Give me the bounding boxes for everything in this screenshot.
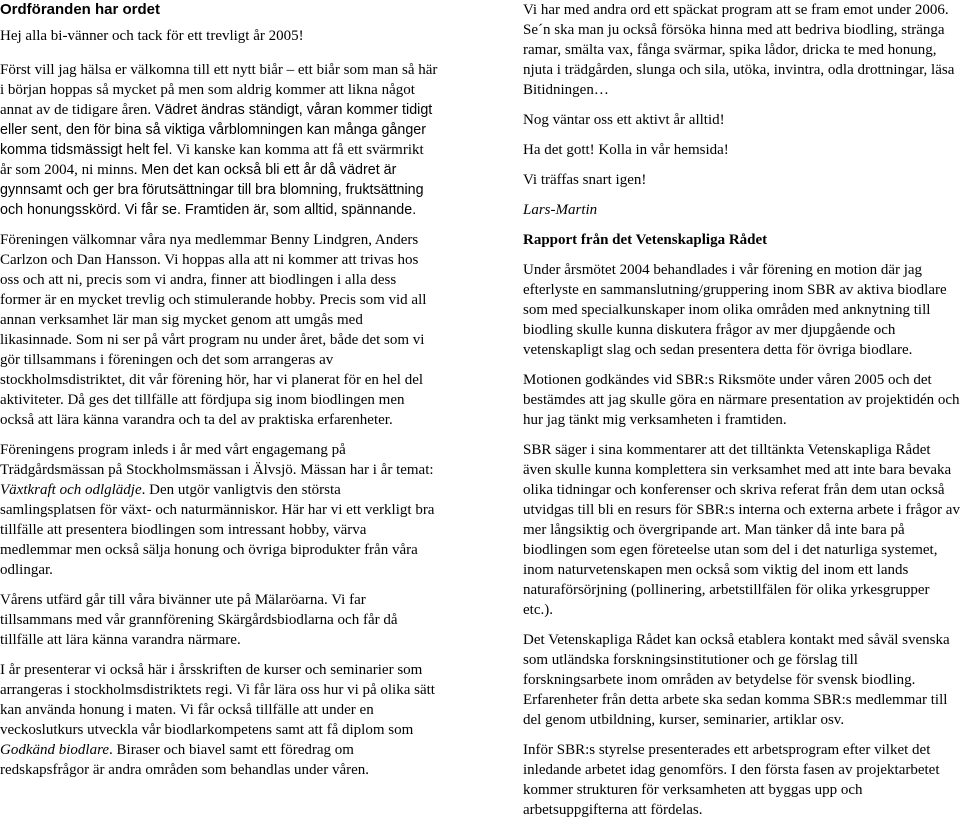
diploma-title: Godkänd biodlare <box>0 742 110 758</box>
courses-paragraph <box>0 660 438 780</box>
intro-paragraph <box>0 60 438 220</box>
website-line: Ha det gott! Kolla in vår hemsida! <box>523 142 729 158</box>
right-column <box>523 0 960 820</box>
schedule-paragraph: Vi har med andra ord ett späckat program att se fram emot under 2006. Se´n ska man ju också försöka hinna med att bedriva biodling, stränga ramar, smälta vax, fånga svärmar, spika lådor, dricka te med honung, njuta i trädgården, slunga och sila, utöka, invintra, odla drottningar, läsa Bitidningen… <box>523 2 955 98</box>
left-column <box>0 0 438 780</box>
program-text-a: Föreningens program inleds i år med vårt engagemang på Trädgårdsmässan på Stockholmsmässan i Älvsjö. Mässan har i år temat: <box>0 442 434 478</box>
intro-text: Först vill jag hälsa er välkomna till ett nytt biår – ett biår som man så här i början hoppas så mycket på men som aldrig kommer att likna något annat av de tidigare åren. <box>0 62 438 118</box>
program-paragraph <box>0 440 438 580</box>
courses-text-a: I år presenterar vi också här i årsskriften de kurser och seminarier som arrangeras i stockholmsdistriktets regi. Vi får lära oss hur vi på olika sätt kan använda honung i maten. Vi får också tillfälle att under en veckoslutkurs utveckla vår biodlarkompetens samt att få diplom som <box>0 662 435 738</box>
article-title: Ordföranden har ordet <box>0 1 161 18</box>
excursion-paragraph: Vårens utfärd går till våra bivänner ute på Mälaröarna. Vi far tillsammans med vår grannförening Skärgårdsbiodlarna och får då tillfälle att lära känna varandra närmare. <box>0 592 398 648</box>
welcome-paragraph: Föreningen välkomnar våra nya medlemmar Benny Lindgren, Anders Carlzon och Dan Hansson. Vi hoppas alla att ni kommer att trivas hos oss och att ni, precis som vi andra, finner att biodlingen i alla dess former är en mycket trevlig och stimulerande hobby. Precis som vid all annan verksamhet lär man sig mycket genom att umgås med likasinnade. Som ni ser på vårt program nu under året, både det som vi gör tillsammans i föreningen och det som arrangeras av stockholmsdistriktet, dit vår förening hör, har vi planerat för en hel del aktiviteter. Då ges det tillfälle att fördjupa sig inom biodlingen men också att lära känna varandra och ta del av praktiska erfarenheter. <box>0 232 427 428</box>
comments-paragraph: SBR säger i sina kommentarer att det tilltänkta Vetenskapliga Rådet även skulle kunna komplettera sin verksamhet med att inte bara bevaka olika tidningar och konferenser och skriva referat från dem utan också utvidgas till bli en resurs för SBR:s interna och externa arbete i frågor av mer långsiktig och övergripande art. Man tänker då inte bara på biodlingen som egen företeelse utan som del i det naturliga systemet, inom naturvetenskapen men också som viktig del inom ett lands naturaförsörjning (pollinering, arbetstillfälen för olika yrkesgrupper etc.). <box>523 442 960 618</box>
approval-paragraph: Motionen godkändes vid SBR:s Riksmöte under våren 2005 och det bestämdes att jag skulle göra en närmare presentation av projektidén och hur jag tänkt mig verksamheten i framtiden. <box>523 372 960 428</box>
courses-text-b: . Biraser och biavel samt ett föredrag om redskapsfrågor är andra områden som behandlas under våren. <box>0 742 370 778</box>
weather-text: Vädret ändras ständigt, våran kommer tidigt eller sent, den för bina så viktiga vårblomningen kan många gånger komma tidsmässigt helt fel. <box>0 102 433 158</box>
future-text: Men det kan också bli ett år då vädret är gynnsamt och ger bra förutsättningar till bra blomning, fruktsättning och honungsskörd. Vi får se. Framtiden är, som alltid, spännande. <box>0 162 424 218</box>
contacts-paragraph: Det Vetenskapliga Rådet kan också etablera kontakt med såväl svenska som utländska forskningsinstitutioner och ge förslag till forskningsarbete inom områden av betydelse för svensk biodling. Erfarenheter från detta arbete ska sedan komma SBR:s medlemmar till del genom utbildning, kurser, seminarier, artiklar osv. <box>523 632 950 728</box>
see-you-line: Vi träffas snart igen! <box>523 172 647 188</box>
swarm-text: Vi kanske kan komma att få ett svärmrikt år som 2004, ni minns. <box>0 142 424 178</box>
section-heading: Rapport från det Vetenskapliga Rådet <box>523 232 768 248</box>
fair-theme: Växtkraft och odlglädje <box>0 482 142 498</box>
greeting-paragraph: Hej alla bi-vänner och tack för ett trevligt år 2005! <box>0 28 304 44</box>
program-text-b: . Den utgör vanligtvis den största samlingsplatsen för växt- och naturmänniskor. Här har vi ett verkligt bra tillfälle att presentera biodlingen som intressant hobby, värva medlemmar men också sälja honung och övriga biprodukter från våra odlingar. <box>0 482 435 578</box>
program-work-paragraph: Inför SBR:s styrelse presenterades ett arbetsprogram efter vilket det inledande arbetet idag genomförs. I den första fasen av projektarbetet kommer strukturen för verksamheten att byggas upp och arbetsuppgifterna att fördelas. <box>523 742 940 818</box>
motion-paragraph: Under årsmötet 2004 behandlades i vår förening en motion där jag efterlyste en sammanslutning/gruppering inom SBR av aktiva biodlare som med specialkunskaper inom olika områden med anknytning till biodling skulle kunna diskutera frågor av mer djupgående och vetenskapligt slag och sedan presentera detta för övriga biodlare. <box>523 262 947 358</box>
signature: Lars-Martin <box>523 202 598 218</box>
active-year-line: Nog väntar oss ett aktivt år alltid! <box>523 112 725 128</box>
